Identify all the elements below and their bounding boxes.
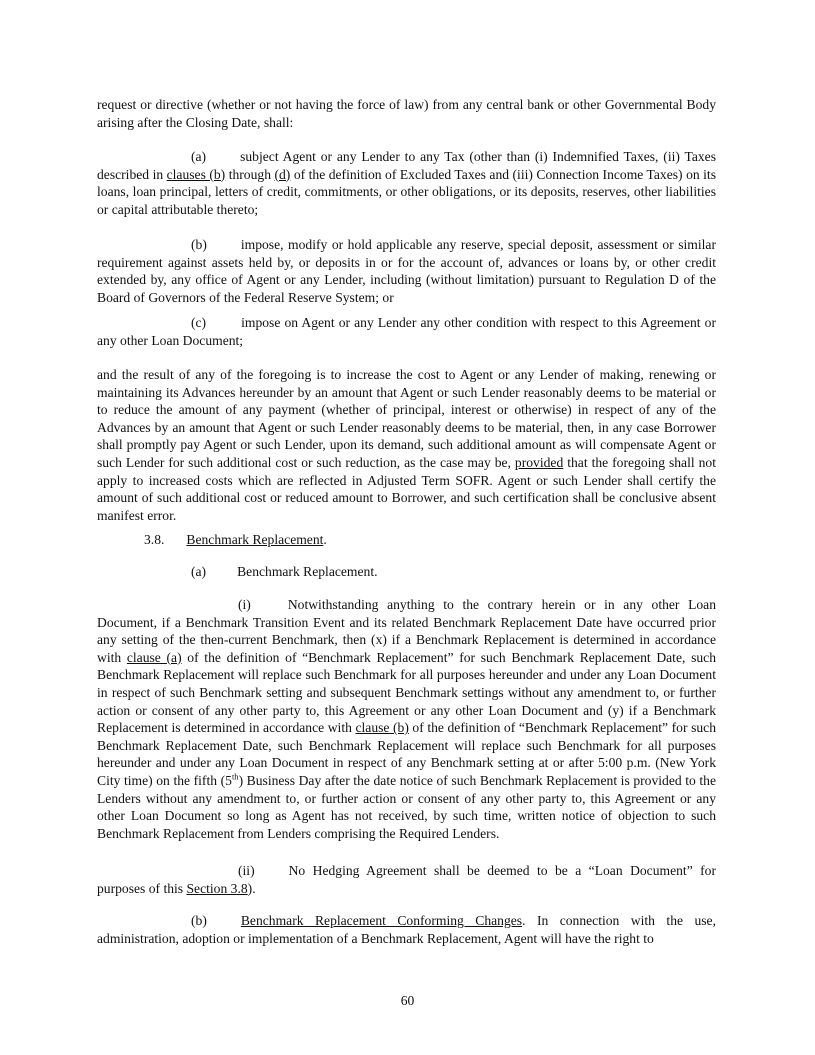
result-text-2: that the foregoing shall not apply to increased costs which are reflected in Adjusted Term SOFR. Agent or such Lender shall certify the amount of such additional cost or reduced amount to Borrower, and such certification shall be conclusive absent manifest error.: [97, 454, 716, 523]
paragraph-i-label: (i): [238, 597, 251, 612]
paragraph-i-text-4: ) Business Day after the date notice of such Benchmark Replacement is provided to the Lenders without any amendment to, or further action or consent of any other party to, this Agreement or any other Loan Document so long as Agent has not received, by such time, written notice of objection to such Benchmark Replacement from Lenders comprising the Required Lenders.: [97, 772, 716, 841]
subsection-a-label: (a): [191, 564, 207, 579]
clause-b-reference[interactable]: clause (b): [355, 720, 409, 736]
clause-a-text-3: of the definition of Excluded Taxes and (iii) Connection Income Taxes) on its loans, loan principal, letters of credit, commitments, or other obligations, or its deposits, reserves, other liabilities or capital attributable thereto;: [97, 166, 716, 217]
intro-paragraph: [97, 96, 716, 131]
paragraph-i: [97, 596, 716, 842]
clause-a-reference[interactable]: clause (a): [126, 649, 182, 665]
subsection-b-title: Benchmark Replacement Conforming Changes: [240, 913, 523, 928]
clause-c-label: (c): [191, 315, 207, 330]
paragraph-i-text-2: of the definition of “Benchmark Replacement” for such Benchmark Replacement Date, such Benchmark Replacement will replace such Benchmark for all purposes hereunder and under any Loan Document in respect of such Benchmark setting and subsequent Benchmark settings without any amendment to, or further action or consent of any other party to, this Agreement or any other Loan Document and (y) if a Benchmark Replacement is determined in accordance with: [97, 649, 716, 736]
paragraph-ii: [97, 862, 716, 897]
intro-text: request or directive (whether or not having the force of law) from any central bank or other Governmental Body arising after the Closing Date, shall:: [97, 97, 716, 130]
clause-c-text: impose on Agent or any Lender any other condition with respect to this Agreement or any other Loan Document;: [97, 315, 716, 348]
section-3-8-reference[interactable]: Section 3.8: [186, 880, 248, 896]
clauses-b-reference[interactable]: clauses (b): [166, 166, 226, 182]
clause-b-label: (b): [191, 237, 207, 252]
clause-a-text-2: through: [225, 166, 275, 182]
ordinal-superscript: th: [231, 771, 239, 782]
clause-a-text-1: subject Agent or any Lender to any Tax (other than (i) Indemnified Taxes, (ii) Taxes described in: [97, 149, 716, 182]
section-title: Benchmark Replacement: [186, 532, 324, 547]
result-paragraph: [97, 366, 716, 524]
paragraph-ii-text-2: ).: [247, 880, 256, 896]
clause-d-reference[interactable]: (d): [274, 166, 291, 182]
subsection-b-text: . In connection with the use, administration, adoption or implementation of a Benchmark Replacement, Agent will have the right to: [97, 913, 716, 946]
clause-b-text: impose, modify or hold applicable any reserve, special deposit, assessment or similar requirement against assets held by, or deposits in or for the account of, advances or loans by, or other credit extended by, any office of Agent or any Lender, including (without limitation) pursuant to Regulation D of the Board of Governors of the Federal Reserve System; or: [97, 237, 716, 305]
subsection-b-paragraph: [97, 912, 716, 947]
subsection-a-title: Benchmark Replacement.: [237, 564, 378, 579]
section-title-period: .: [323, 532, 327, 547]
clause-c-paragraph: [97, 314, 716, 349]
page-number: 60: [400, 993, 415, 1008]
paragraph-i-text-1: Notwithstanding anything to the contrary herein or in any other Loan Document, if a Benchmark Transition Event and its related Benchmark Replacement Date have occurred prior any setting of the then-current Benchmark, then (x) if a Benchmark Replacement is determined in accordance with: [97, 597, 716, 665]
section-heading: [144, 531, 327, 549]
subsection-a-heading: [191, 563, 378, 581]
subsection-b-label: (b): [191, 913, 207, 928]
paragraph-ii-text-1: No Hedging Agreement shall be deemed to be a “Loan Document” for purposes of this: [97, 863, 716, 896]
section-number: 3.8.: [144, 532, 165, 547]
provided-term: provided: [514, 454, 564, 470]
result-text-1: and the result of any of the foregoing is to increase the cost to Agent or any Lender of making, renewing or maintaining its Advances hereunder by an amount that Agent or such Lender reasonably deems to be material or to reduce the amount of any payment (whether of principal, interest or otherwise) in respect of any of the Advances by an amount that Agent or such Lender reasonably deems to be material, then, in any case Borrower shall promptly pay Agent or such Lender, upon its demand, such additional amount as will compensate Agent or such Lender for such additional cost or such reduction, as the case may be,: [97, 367, 716, 470]
clause-a-label: (a): [191, 149, 207, 164]
paragraph-ii-label: (ii): [238, 863, 255, 878]
clause-b-paragraph: [97, 236, 716, 306]
paragraph-i-text-3: of the definition of “Benchmark Replacement” for such Benchmark Replacement Date, such Benchmark Replacement will replace such Benchmark for all purposes hereunder and under any Loan Document in respect of any Benchmark setting at or after 5:00 p.m. (New York City time) on the fifth (5: [97, 720, 716, 788]
clause-a-paragraph: [97, 148, 716, 218]
